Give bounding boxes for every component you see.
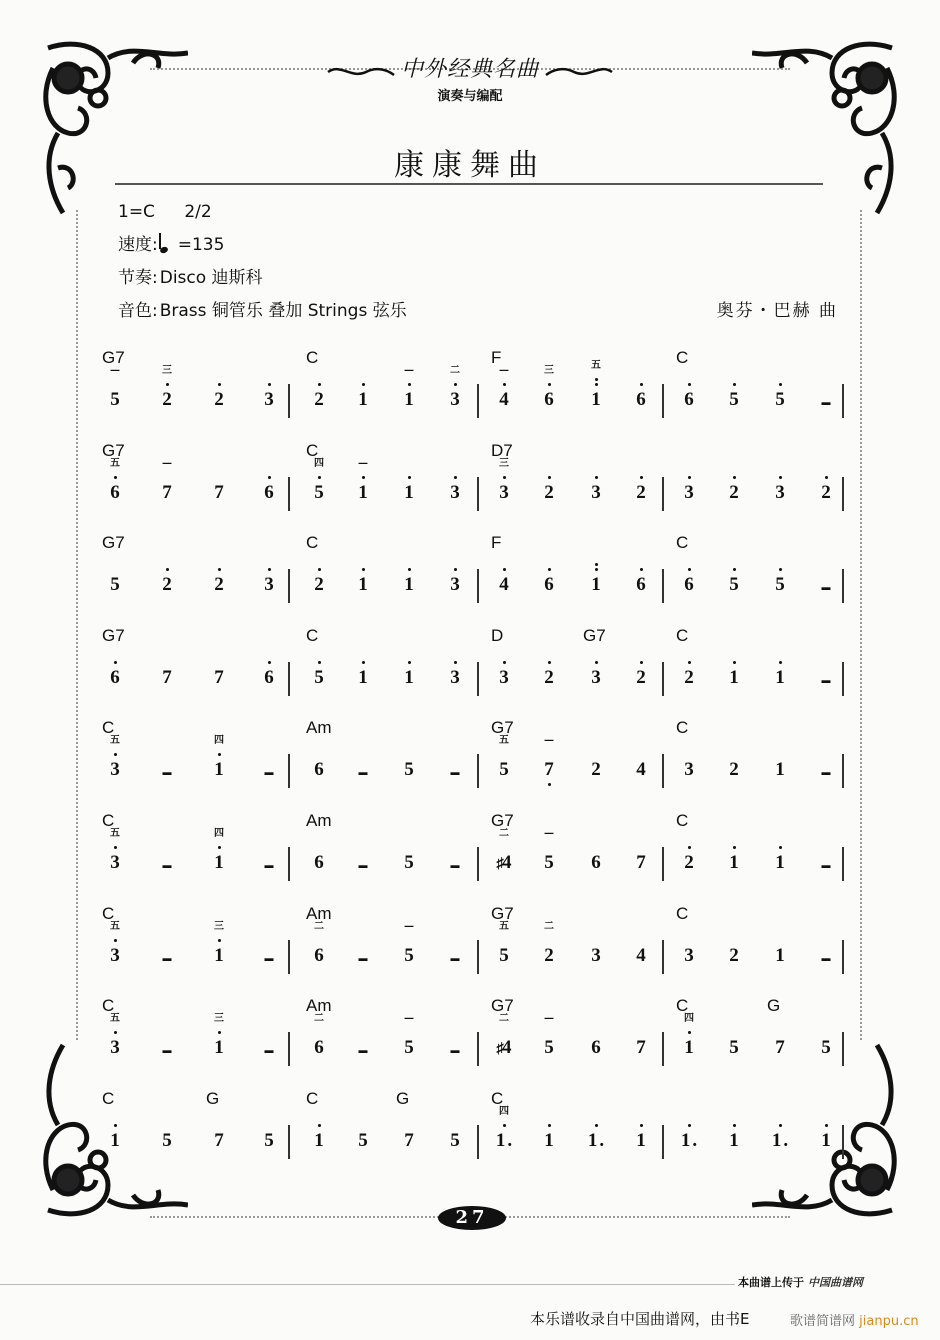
note: 7 [162,666,172,688]
note: 5 [450,1129,460,1151]
note: 3 五 [104,1036,126,1060]
note: 3 [684,944,694,966]
score-line [92,441,852,534]
sustain-dash: ▬ [821,582,831,593]
note: 3 [444,573,466,597]
sustain-dash: ▬ [821,397,831,407]
note: 1 [775,944,785,966]
barline [477,1125,479,1159]
fingering-mark: 三 [162,365,172,376]
chord-symbol: Am [306,810,332,830]
source-note: 本乐谱收录自中国曲谱网，由书E [530,1310,750,1328]
sustain-dash: ▬ [358,859,368,870]
note: 1 [352,573,374,597]
note: 6 [258,481,280,505]
chord-symbol: C [102,996,115,1016]
barline [842,847,844,881]
note: 2 [678,666,700,690]
chord-symbol: G [767,996,781,1016]
fingering-mark: 三 [214,920,224,932]
note: 5 四 [308,481,330,505]
note: 5 [264,1129,274,1151]
sustain-dash: ▬ [264,859,274,870]
fingering-mark: 四 [314,457,324,469]
note: 5 — [398,1036,420,1060]
note: 1 [630,1129,652,1153]
barline [477,847,479,881]
note: 3 [769,481,791,505]
barline [662,477,664,511]
sustain-dash: ▬ [450,859,460,870]
chord-symbol: G [206,1088,220,1108]
fingering-mark: 二 [314,920,324,932]
note: 6 五 [104,481,126,505]
rhythm-value: Disco 迪斯科 [159,268,263,288]
note: 1 [769,666,791,690]
note: 1 — [398,388,420,412]
barline [477,662,479,696]
fingering-mark: 三 [214,1013,224,1025]
barline [662,569,664,603]
barline [288,847,290,881]
chord-symbol: F [491,348,502,367]
note: 5 [404,851,414,873]
note: 1 [398,573,420,597]
fingering-mark: 五 [591,360,601,371]
note: 1 四 [208,758,230,782]
note: 7 [214,666,224,688]
note: 7 [636,1037,646,1059]
note: 2 [815,481,837,505]
barline [842,477,844,511]
note: 2 [538,481,560,505]
frame-border-right [860,210,862,1040]
fingering-mark: 五 [499,735,509,747]
sustain-dash: ▬ [264,1045,274,1056]
fingering-mark: — [358,457,368,469]
note: 6 [591,851,601,873]
fingering-mark: — [162,457,172,469]
note: 7 — [538,758,560,782]
note: 5 — [104,388,126,412]
fingering-mark: 二 [314,1013,324,1025]
barline [477,477,479,511]
note: 6 三 [538,388,560,412]
note: 5 — [538,851,560,875]
note: 3 五 [104,758,126,782]
note: 2 [678,851,700,875]
note: 2 [630,481,652,505]
series-title: 中外经典名曲 [400,57,539,82]
sustain-dash: ▬ [821,952,831,963]
upload-text: 本曲谱上传于 [738,1276,804,1289]
sustain-dash: ▬ [821,859,831,870]
voice-row [118,295,415,328]
barline [662,847,664,881]
barline [288,1032,290,1066]
note: 4 [636,759,646,781]
chord-symbol: C [306,533,319,553]
chord-symbol: C [491,1088,504,1108]
series-subtitle: 演奏与编配 [437,89,503,104]
fingering-mark: 五 [110,457,120,469]
jianpu-score [92,348,852,1181]
note: 2 [156,573,178,597]
barline [288,662,290,696]
chord-symbol: F [491,533,502,553]
note: 7 [636,851,646,873]
fingering-mark: 五 [499,920,509,932]
note: 5 [769,388,791,412]
watermark-text: 歌谱简谱网 [790,1314,856,1329]
note: 3 [591,944,601,966]
barline [477,940,479,974]
note: ♯4 二 [493,851,515,876]
note: 6 [678,388,700,412]
note: 6 [630,388,652,412]
upload-note [738,1274,863,1290]
key-time-row [118,196,415,229]
note: 7 [775,1037,785,1059]
note: 2 [591,759,601,781]
note: 1 五 [585,388,607,412]
fingering-mark: 五 [110,827,120,839]
fingering-mark: — [544,827,554,839]
chord-symbol: C [676,996,689,1016]
note: 1 三 [208,944,230,968]
key-signature: 1=C [118,202,155,222]
note: 5 — [398,944,420,968]
note: 1 [585,573,607,597]
note: 1 . 四 [493,1129,515,1153]
barline [662,754,664,788]
barline [288,1125,290,1159]
fingering-mark: — [544,735,554,747]
tempo-label: 速度: [118,235,158,255]
barline [288,940,290,974]
score-meta [118,196,415,328]
upload-site-link[interactable]: 中国曲谱网 [808,1276,863,1289]
note: 1 [723,1129,745,1153]
barline [477,754,479,788]
fingering-mark: 四 [499,1105,509,1117]
note: 5 [110,574,120,596]
score-line [92,904,852,997]
fingering-mark: 五 [110,735,120,747]
note: 2 [208,388,230,412]
chord-symbol: G7 [491,903,514,923]
note: 2 [538,666,560,690]
chord-symbol: G7 [102,625,125,645]
note: 1 三 [208,1036,230,1060]
note: 3 [258,573,280,597]
fingering-mark: — [404,365,414,376]
chord-symbol: C [306,625,319,645]
score-line [92,811,852,904]
chord-symbol: G7 [102,348,125,367]
frame-border-left [76,210,78,1040]
fingering-mark: 二 [499,1013,509,1025]
note: 1 [769,851,791,875]
title-divider [115,183,823,185]
fingering-mark: — [544,1013,554,1025]
chord-symbol: D7 [491,440,513,460]
note: 6 二 [308,1036,330,1060]
note: 1 . [678,1129,700,1153]
note: 5 [308,666,330,690]
sustain-dash: ▬ [264,767,274,778]
chord-symbol: C [306,348,319,367]
voice-label: 音色: [118,301,158,321]
note: 5 [723,573,745,597]
note: 1 四 [208,851,230,875]
note: 3 [585,481,607,505]
barline [842,1125,844,1159]
note: 6 [591,1037,601,1059]
sustain-dash: ▬ [450,952,460,963]
tempo-row [118,229,415,262]
note: 4 — [493,388,515,412]
note: 1 [538,1129,560,1153]
barline [662,662,664,696]
chord-symbol: Am [306,718,332,738]
watermark [790,1310,919,1329]
note: 3 [258,388,280,412]
note: 1 [104,1129,126,1153]
swirl-left-icon [326,65,396,79]
quarter-note-icon [160,233,170,253]
fingering-mark: 二 [450,365,460,376]
footer-divider [0,1284,735,1285]
note: 2 [308,573,330,597]
fingering-mark: 五 [110,1013,120,1025]
note: 6 [630,573,652,597]
note: ♯4 二 [493,1036,515,1061]
note: 2 二 [538,944,560,968]
chord-symbol: C [676,348,689,367]
fingering-mark: 三 [499,457,509,469]
note: 2 [308,388,330,412]
score-line [92,348,852,441]
chord-symbol: C [676,810,689,830]
note: 3 五 [104,944,126,968]
note: 2 三 [156,388,178,412]
barline [842,569,844,603]
barline [662,1032,664,1066]
note: 3 [493,666,515,690]
note: 2 [630,666,652,690]
barline [288,477,290,511]
note: 3 [585,666,607,690]
page-number: 27 [438,1206,506,1230]
barline [842,1032,844,1066]
sustain-dash: ▬ [358,1045,368,1056]
chord-symbol: C [306,440,319,460]
chord-symbol: C [102,1088,115,1108]
note: 5 — [538,1036,560,1060]
note: 5 [404,759,414,781]
sustain-dash: ▬ [450,767,460,778]
note: 1 . [585,1129,607,1153]
chord-symbol: D [491,625,504,645]
note: 2 [723,481,745,505]
chord-symbol: G [396,1088,410,1108]
fingering-mark: 四 [214,827,224,839]
note: 7 [404,1129,414,1151]
note: 1 [398,666,420,690]
chord-symbol: G7 [491,718,514,738]
score-line [92,718,852,811]
note: 7 [214,1129,224,1151]
fingering-mark: 二 [544,920,554,932]
barline [662,384,664,418]
note: 5 五 [493,758,515,782]
barline [842,662,844,696]
fingering-mark: 四 [684,1013,694,1025]
chord-symbol: C [676,903,689,923]
note: 6 [678,573,700,597]
chord-symbol: G7 [102,440,125,460]
barline [288,754,290,788]
sustain-dash: ▬ [162,952,172,963]
sustain-dash: ▬ [162,1045,172,1056]
note: 5 [769,573,791,597]
chord-symbol: G7 [491,996,514,1016]
score-line [92,533,852,626]
note: 6 [538,573,560,597]
sustain-dash: ▬ [162,767,172,778]
score-line [92,626,852,719]
time-signature: 2/2 [184,202,212,222]
chord-symbol: Am [306,996,332,1016]
chord-symbol: C [676,533,689,553]
chord-symbol: G7 [102,533,125,553]
note: 3 三 [493,481,515,505]
score-line [92,1089,852,1182]
note: 6 [314,759,324,781]
fingering-mark: 四 [214,735,224,747]
barline [842,754,844,788]
note: 5 [821,1037,831,1059]
voice-value: Brass 铜管乐 叠加 Strings 弦乐 [159,301,407,321]
note: 1 [308,1129,330,1153]
composer: 奥芬・巴赫 曲 [716,301,838,321]
chord-symbol: C [102,903,115,923]
note: 1 [775,759,785,781]
barline [477,1032,479,1066]
note: 6 [258,666,280,690]
sustain-dash: ▬ [162,859,172,870]
series-header [0,52,940,104]
note: 3 二 [444,388,466,412]
note: 3 五 [104,851,126,875]
rhythm-label: 节奏: [118,268,158,288]
note: 4 [493,573,515,597]
tempo-value: =135 [177,235,225,255]
barline [477,569,479,603]
score-line [92,996,852,1089]
chord-symbol: C [102,718,115,738]
fingering-mark: — [404,920,414,932]
barline [288,384,290,418]
chord-symbol: G7 [491,810,514,830]
note: 1 [723,666,745,690]
note: 1 [723,851,745,875]
barline [662,1125,664,1159]
chord-symbol: C [676,718,689,738]
fingering-mark: 二 [499,827,509,839]
note: 2 [208,573,230,597]
chord-symbol: C [102,810,115,830]
note: 3 [444,481,466,505]
fingering-mark: — [499,365,509,376]
note: 5 [358,1129,368,1151]
sustain-dash: ▬ [264,952,274,963]
note: 3 [444,666,466,690]
note: 5 [162,1129,172,1151]
fingering-mark: — [110,365,120,376]
swirl-right-icon [544,65,614,79]
note: 7 [214,481,224,503]
note: 1 [398,481,420,505]
note: 2 [729,759,739,781]
note: 5 五 [493,944,515,968]
chord-symbol: G7 [583,625,606,645]
note: 1 [352,666,374,690]
fingering-mark: 三 [544,365,554,376]
note: 4 [636,944,646,966]
note: 5 [723,388,745,412]
note: 1 — [352,481,374,505]
barline [288,569,290,603]
note: 6 二 [308,944,330,968]
note: 1 . [769,1129,791,1153]
watermark-url[interactable]: jianpu.cn [859,1314,919,1329]
note: 6 [104,666,126,690]
barline [477,384,479,418]
note: 3 [684,759,694,781]
chord-symbol: C [676,625,689,645]
song-title: 康康舞曲 [394,148,546,183]
sustain-dash: ▬ [358,767,368,778]
note: 5 [729,1037,739,1059]
sustain-dash: ▬ [450,1045,460,1056]
sustain-dash: ▬ [821,674,831,685]
note: 1 [815,1129,837,1153]
note: 6 [314,851,324,873]
note: 7 — [156,481,178,505]
note: 1 [352,388,374,412]
fingering-mark: 五 [110,920,120,932]
sustain-dash: ▬ [821,767,831,778]
barline [842,940,844,974]
fingering-mark: — [404,1013,414,1025]
rhythm-row [118,262,415,295]
barline [662,940,664,974]
chord-symbol: C [306,1088,319,1108]
barline [842,384,844,418]
note: 2 [729,944,739,966]
chord-symbol: Am [306,903,332,923]
note: 1 四 [678,1036,700,1060]
note: 3 [678,481,700,505]
sustain-dash: ▬ [358,952,368,963]
